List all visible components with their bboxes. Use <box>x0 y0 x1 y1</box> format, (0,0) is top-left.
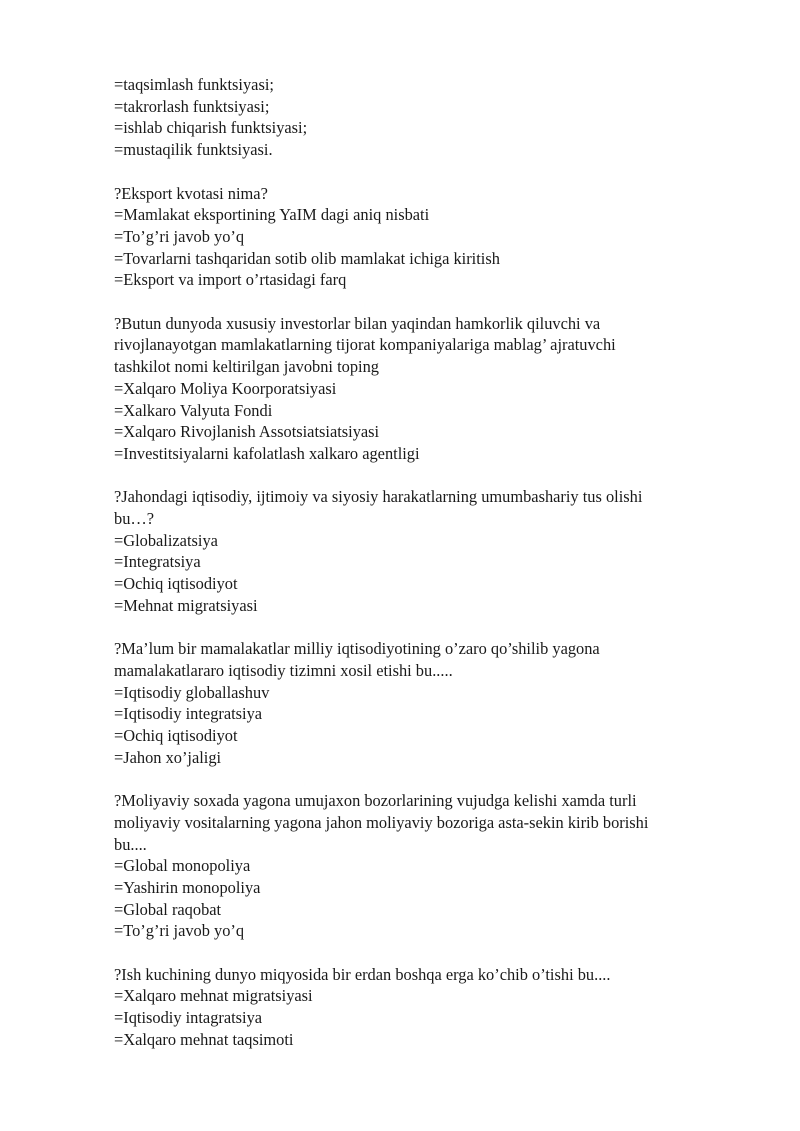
question-block-6 <box>114 964 744 1051</box>
answer-line: =Yashirin monopoliya <box>114 877 261 897</box>
question-block-1 <box>114 183 744 292</box>
question-line: bu.... <box>114 834 147 854</box>
question-line: ?Jahondagi iqtisodiy, ijtimoiy va siyosiy harakatlarning umumbashariy tus olishi <box>114 487 643 507</box>
answer-line: =To’g’ri javob yo’q <box>114 226 245 246</box>
answer-line: =Xalkaro Valyuta Fondi <box>114 400 273 420</box>
answer-line: =Ochiq iqtisodiyot <box>114 726 238 746</box>
answer-line: =Mamlakat eksportining YaIM dagi aniq nisbati <box>114 205 430 225</box>
answer-line: =Ochiq iqtisodiyot <box>114 574 238 594</box>
answer-line: =Investitsiyalarni kafolatlash xalkaro agentligi <box>114 443 420 463</box>
question-line: moliyaviy vositalarning yagona jahon moliyaviy bozoriga asta-sekin kirib borishi <box>114 812 649 832</box>
question-line: ?Ish kuchining dunyo miqyosida bir erdan boshqa erga ko’chib o’tishi bu.... <box>114 964 611 984</box>
answer-line: =Eksport va import o’rtasidagi farq <box>114 270 347 290</box>
answer-line: =Mehnat migratsiyasi <box>114 595 258 615</box>
answer-line: =Global monopoliya <box>114 856 251 876</box>
answer-line: =Xalqaro Moliya Koorporatsiyasi <box>114 378 337 398</box>
question-block-5 <box>114 790 744 942</box>
answer-line: =Global raqobat <box>114 899 222 919</box>
question-line: ?Eksport kvotasi nima? <box>114 183 268 203</box>
question-block-2 <box>114 313 744 465</box>
answer-line: =Integratsiya <box>114 552 201 572</box>
answer-line: =Iqtisodiy intagratsiya <box>114 1008 263 1028</box>
question-line: bu…? <box>114 509 155 529</box>
answer-line: =mustaqilik funktsiyasi. <box>114 140 273 160</box>
answer-line: =Jahon xo’jaligi <box>114 747 222 767</box>
question-line: ?Moliyaviy soxada yagona umujaxon bozorlarining vujudga kelishi xamda turli <box>114 791 637 811</box>
question-block-3 <box>114 486 744 616</box>
answer-line: =To’g’ri javob yo’q <box>114 921 245 941</box>
question-line: mamalakatlararo iqtisodiy tizimni xosil etishi bu..... <box>114 660 453 680</box>
answer-line: =Xalqaro mehnat taqsimoti <box>114 1029 294 1049</box>
answer-line: =takrorlash funktsiyasi; <box>114 96 270 116</box>
answer-line: =Iqtisodiy globallashuv <box>114 682 270 702</box>
answer-line: =Xalqaro Rivojlanish Assotsiatsiatsiyasi <box>114 422 380 442</box>
question-line: tashkilot nomi keltirilgan javobni toping <box>114 357 379 377</box>
lead-answers-block <box>114 74 744 161</box>
answer-line: =ishlab chiqarish funktsiyasi; <box>114 118 308 138</box>
question-line: rivojlanayotgan mamlakatlarning tijorat kompaniyalariga mablag’ ajratuvchi <box>114 335 616 355</box>
answer-line: =taqsimlash funktsiyasi; <box>114 75 274 94</box>
answer-line: =Globalizatsiya <box>114 530 218 550</box>
answer-line: =Iqtisodiy integratsiya <box>114 704 263 724</box>
answer-line: =Tovarlarni tashqaridan sotib olib mamlakat ichiga kiritish <box>114 248 500 268</box>
question-block-4 <box>114 638 744 768</box>
answer-line: =Xalqaro mehnat migratsiyasi <box>114 986 313 1006</box>
question-line: ?Butun dunyoda xususiy investorlar bilan yaqindan hamkorlik qiluvchi va <box>114 313 601 333</box>
question-line: ?Ma’lum bir mamalakatlar milliy iqtisodiyotining o’zaro qo’shilib yagona <box>114 639 600 659</box>
document-body <box>114 74 744 1072</box>
